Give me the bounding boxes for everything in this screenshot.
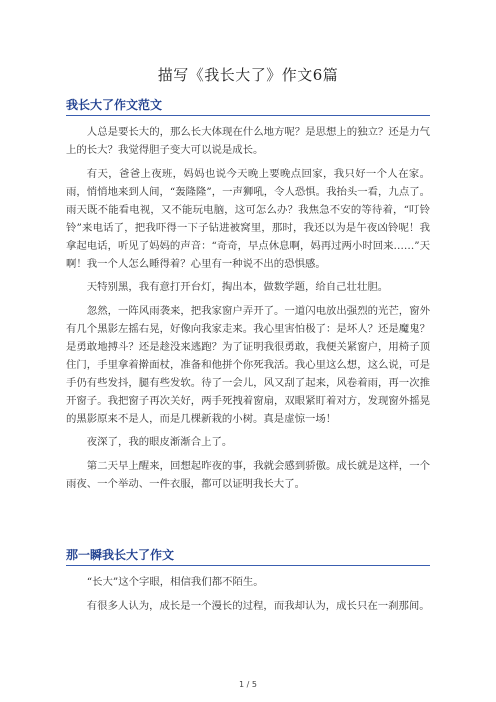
paragraph: 天特别黑，我有意打开台灯，掏出本，做数学题，给自己壮壮胆。 (86, 281, 389, 293)
section-heading-text: 我长大了作文范文 (66, 98, 163, 112)
document-title: 描写《我长大了》作文6篇 (157, 66, 339, 84)
page-number: 1 / 5 (239, 680, 257, 689)
section-heading (66, 96, 430, 116)
section-heading-text: 那一瞬我长大了作文 (66, 548, 175, 562)
paragraph: 有很多人认为，成长是一个漫长的过程，而我却认为，成长只在一刹那间。 (86, 599, 430, 612)
section-essay-sample (66, 96, 430, 498)
paragraph: 夜深了，我的眼皮渐渐合上了。 (86, 436, 233, 448)
section-heading (66, 546, 430, 566)
section-moment-grew-up (66, 546, 430, 620)
paragraph: “长大”这个字眼，相信我们都不陌生。 (86, 576, 264, 588)
paragraph: 有天，爸爸上夜班，妈妈也说今天晚上要晚点回家，我只好一个人在家。雨，悄悄地来到人间，“轰隆隆”，一声狮吼，令人恐惧。我抬头一看，九点了。雨天既不能看电视，又不能玩电脑，这可怎么办？我焦急不安的等待着，“叮铃铃”来电话了，把我吓得一下子钻进被窝里，那时，我还以为是午夜凶铃呢！我拿起电话，听见了妈妈的声音：“奇奇，早点休息啊，妈再过两小时回来……”天啊！我一个人怎么睡得着？心里有一种说不出的恐惧感。 (66, 167, 430, 270)
paragraph: 忽然，一阵风雨袭来，把我家窗户弄开了。一道闪电放出强烈的光芒，窗外有几个黑影左摇右晃，好像向我家走来。我心里害怕极了：是坏人？还是魔鬼？是勇敢地搏斗？还是趁没来逃跑？为了证明我很勇敢，我便关紧窗户，用椅子顶住门，手里拿着擀面杖，准备和他拼个你死我活。我心里这么想，这么说，可是手仍有些发抖，腿有些发软。待了一会儿，风又刮了起来，风卷着雨，再一次推开窗子。我把窗子再次关好，两手死拽着窗扇，双眼紧盯着对方，发现窗外摇晃的黑影原来不是人，而是几棵新栽的小树。真是虚惊一场！ (66, 304, 430, 425)
paragraph: 第二天早上醒来，回想起昨夜的事，我就会感到骄傲。成长就是这样，一个雨夜、一个举动、一件衣服，都可以证明我长大了。 (66, 459, 430, 490)
paragraph: 人总是要长大的，那么长大体现在什么地方呢？是思想上的独立？还是力气上的长大？我觉得胆子变大可以说是成长。 (66, 126, 430, 156)
